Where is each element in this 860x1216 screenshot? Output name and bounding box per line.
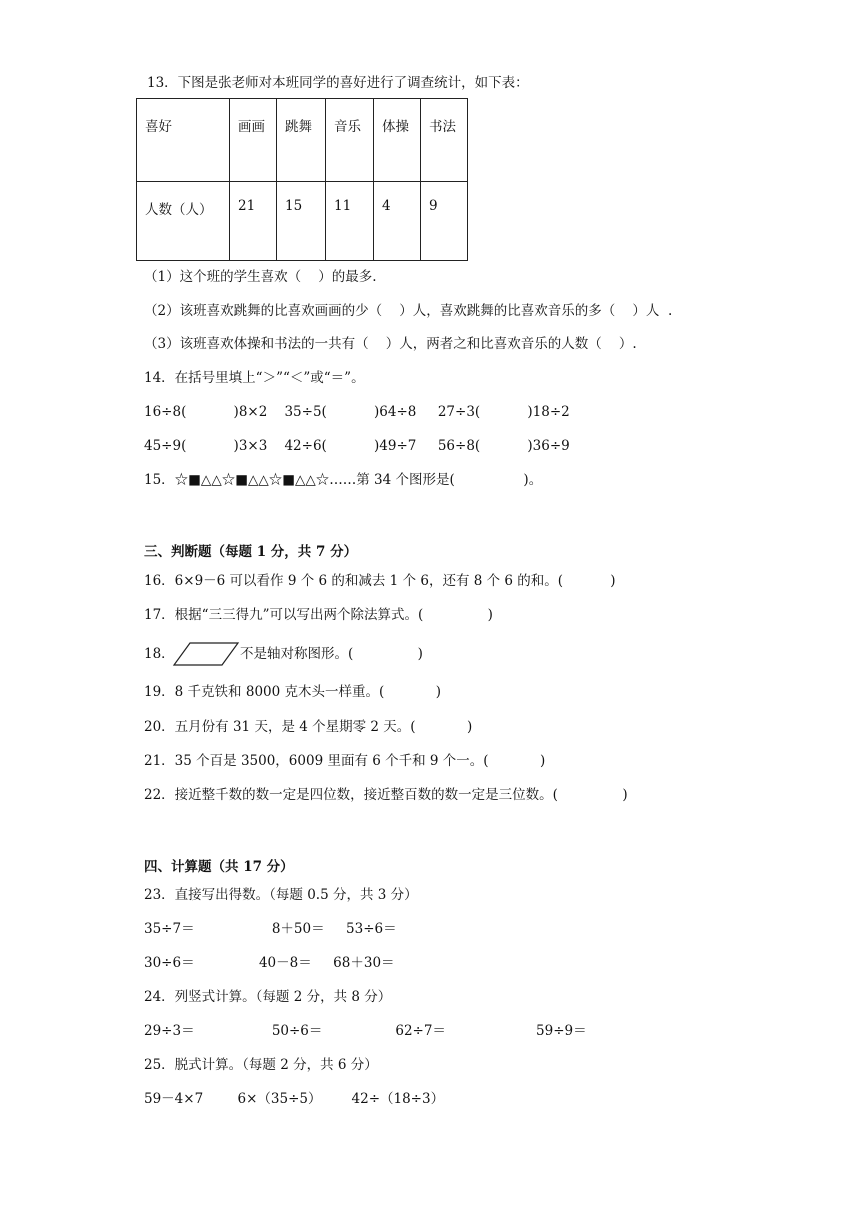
q14-line2: 45÷9( )3×3 42÷6( )49÷7 56÷8( )36÷9: [144, 438, 570, 454]
table-header-cell: 画画: [230, 99, 277, 182]
q23-line1: 35÷7＝ 8＋50＝ 53÷6＝: [144, 921, 397, 937]
q18-question: 不是轴对称图形。( ): [240, 646, 423, 662]
table-header-cell: 体操: [374, 99, 421, 182]
q25-prompt: 25．脱式计算。（每题 2 分，共 6 分）: [144, 1057, 378, 1073]
parallelogram-icon: [172, 641, 240, 667]
table-header-cell: 书法: [421, 99, 468, 182]
section3-title: 三、判断题（每题 1 分，共 7 分）: [144, 544, 358, 560]
table-cell: 4: [374, 182, 421, 261]
table-cell: 人数（人）: [137, 182, 230, 261]
q15-question: 15．☆■△△☆■△△☆■△△☆……第 34 个图形是( )。: [144, 472, 543, 488]
table-header-cell: 喜好: [137, 99, 230, 182]
table-header-cell: 音乐: [326, 99, 374, 182]
table-cell: 15: [277, 182, 326, 261]
q13-sub2: （2）该班喜欢跳舞的比喜欢画画的少（ ）人，喜欢跳舞的比喜欢音乐的多（ ）人 .: [144, 303, 673, 319]
q25-line: 59－4×7 6×（35÷5） 42÷（18÷3）: [144, 1091, 445, 1107]
survey-table: [136, 98, 468, 261]
q24-prompt: 24．列竖式计算。（每题 2 分，共 8 分）: [144, 989, 392, 1005]
q17-question: 17．根据“三三得九”可以写出两个除法算式。( ): [144, 607, 493, 623]
table-header-row: [137, 99, 468, 182]
q24-line: 29÷3＝ 50÷6＝ 62÷7＝ 59÷9＝: [144, 1023, 587, 1039]
table-cell: 21: [230, 182, 277, 261]
q14-line1: 16÷8( )8×2 35÷5( )64÷8 27÷3( )18÷2: [144, 404, 570, 420]
q20-question: 20．五月份有 31 天，是 4 个星期零 2 天。( ): [144, 719, 473, 735]
table-cell: 11: [326, 182, 374, 261]
q13-sub3: （3）该班喜欢体操和书法的一共有（ ）人，两者之和比喜欢音乐的人数（ ）.: [144, 336, 637, 352]
q23-prompt: 23．直接写出得数。（每题 0.5 分，共 3 分）: [144, 887, 418, 903]
q22-question: 22．接近整千数的数一定是四位数，接近整百数的数一定是三位数。( ): [144, 787, 628, 803]
section4-title: 四、计算题（共 17 分）: [144, 859, 294, 875]
table-row: [137, 182, 468, 261]
q23-line2: 30÷6＝ 40－8＝ 68＋30＝: [144, 955, 395, 971]
q13-intro: 13．下图是张老师对本班同学的喜好进行了调查统计，如下表：: [147, 75, 529, 91]
q18-number: 18．: [144, 646, 175, 662]
table-header-cell: 跳舞: [277, 99, 326, 182]
table-cell: 9: [421, 182, 468, 261]
q21-question: 21．35 个百是 3500，6009 里面有 6 个千和 9 个一。( ): [144, 753, 546, 769]
q19-question: 19．8 千克铁和 8000 克木头一样重。( ): [144, 684, 442, 700]
q14-prompt: 14．在括号里填上“＞”“＜”或“＝”。: [144, 370, 365, 386]
q13-sub1: （1）这个班的学生喜欢（ ）的最多.: [144, 269, 377, 285]
q16-question: 16．6×9－6 可以看作 9 个 6 的和减去 1 个 6，还有 8 个 6 的和。( ): [144, 573, 616, 589]
